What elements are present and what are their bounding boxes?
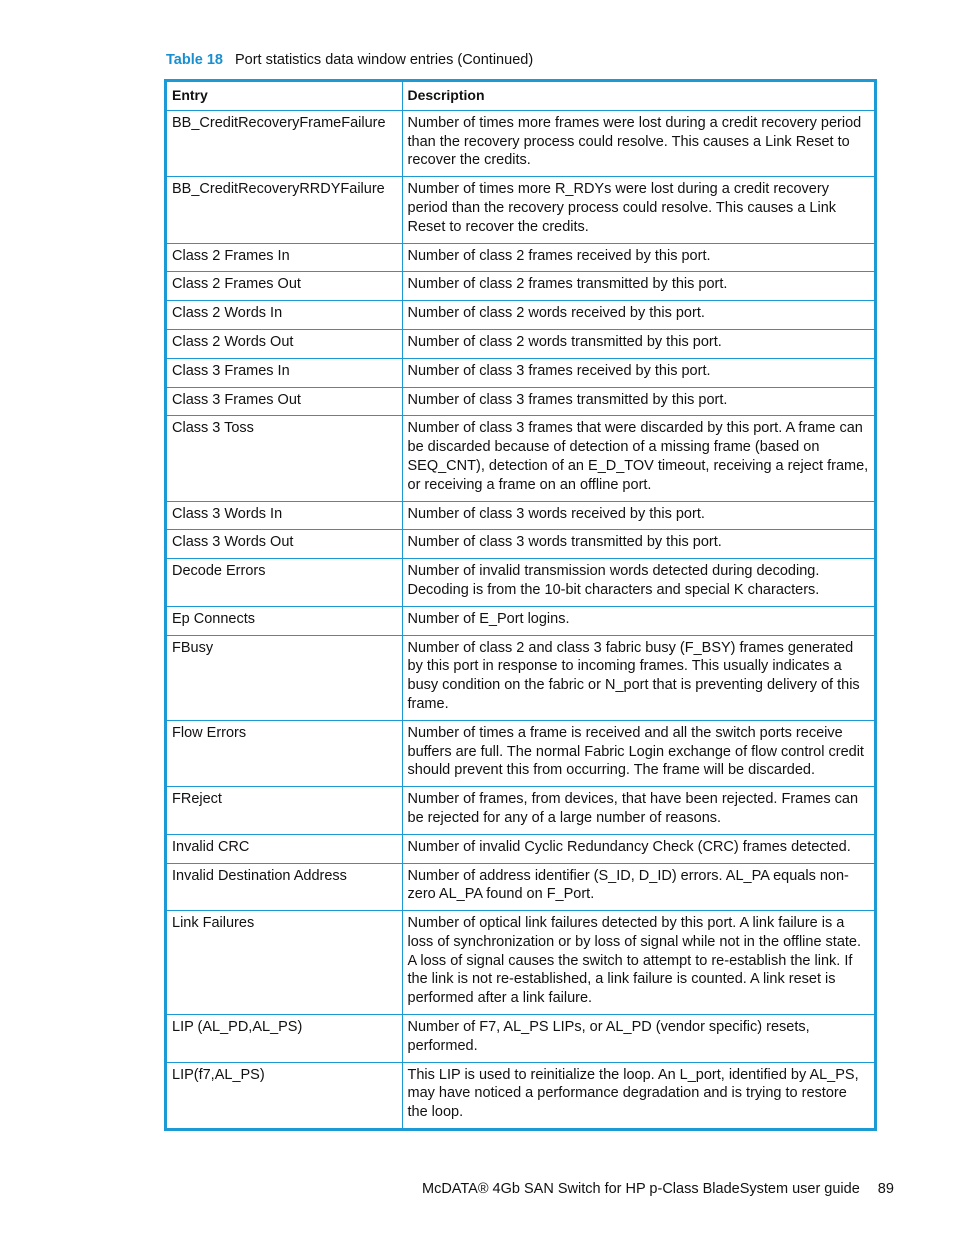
table-number: Table 18: [166, 52, 223, 68]
description-cell: Number of class 2 words received by this port.: [402, 301, 874, 330]
table-row: [167, 834, 874, 863]
description-cell: Number of class 3 frames that were discarded by this port. A frame can be discarded because of detection of a missing frame (based on SEQ_CNT), detection of an E_D_TOV timeout, receiving a reject frame, or receiving a frame on an offline port.: [402, 416, 874, 501]
entry-cell: Class 2 Frames In: [167, 243, 402, 272]
description-cell: Number of invalid Cyclic Redundancy Check (CRC) frames detected.: [402, 834, 874, 863]
entry-cell: Class 3 Toss: [167, 416, 402, 501]
description-cell: This LIP is used to reinitialize the loop. An L_port, identified by AL_PS, may have noticed a performance degradation and is trying to restore the loop.: [402, 1062, 874, 1128]
port-statistics-table: [164, 79, 877, 1131]
table-row: [167, 243, 874, 272]
description-cell: Number of class 2 frames received by this port.: [402, 243, 874, 272]
entry-cell: Invalid Destination Address: [167, 863, 402, 911]
description-cell: Number of class 3 frames received by this port.: [402, 358, 874, 387]
entry-cell: LIP (AL_PD,AL_PS): [167, 1015, 402, 1063]
table-title: Port statistics data window entries (Continued): [234, 52, 534, 68]
entry-cell: BB_CreditRecoveryFrameFailure: [167, 110, 402, 176]
description-cell: Number of F7, AL_PS LIPs, or AL_PD (vendor specific) resets, performed.: [402, 1015, 874, 1063]
description-cell: Number of address identifier (S_ID, D_ID) errors. AL_PA equals non-zero AL_PA found on F_Port.: [402, 863, 874, 911]
table-caption: [166, 51, 533, 69]
entry-cell: Class 2 Words In: [167, 301, 402, 330]
entry-cell: Class 2 Frames Out: [167, 272, 402, 301]
table-row: [167, 501, 874, 530]
description-cell: Number of class 2 frames transmitted by this port.: [402, 272, 874, 301]
description-cell: Number of optical link failures detected by this port. A link failure is a loss of synchronization or by loss of signal while not in the offline state. A loss of signal causes the switch to attempt to re-establish the link. If the link is not re-established, a link failure is counted. A link reset is performed after a link failure.: [402, 911, 874, 1015]
table-row: [167, 606, 874, 635]
description-cell: Number of class 3 words received by this port.: [402, 501, 874, 530]
table-row: [167, 110, 874, 176]
table-row: [167, 301, 874, 330]
entry-cell: Class 3 Frames In: [167, 358, 402, 387]
description-cell: Number of times more R_RDYs were lost during a credit recovery period than the recovery process could resolve. This causes a Link Reset to recover the credits.: [402, 177, 874, 243]
table-row: [167, 720, 874, 786]
table-row: [167, 530, 874, 559]
entry-cell: Decode Errors: [167, 559, 402, 607]
entry-cell: Class 3 Words In: [167, 501, 402, 530]
table-row: [167, 1062, 874, 1128]
entry-cell: Class 3 Words Out: [167, 530, 402, 559]
page-number: 89: [877, 1181, 894, 1197]
description-cell: Number of invalid transmission words detected during decoding. Decoding is from the 10-bit characters and special K characters.: [402, 559, 874, 607]
page-footer: [422, 1180, 894, 1198]
column-header-description: Description: [402, 82, 874, 110]
footer-title: McDATA® 4Gb SAN Switch for HP p-Class BladeSystem user guide: [422, 1181, 860, 1197]
table-row: [167, 787, 874, 835]
table-row: [167, 911, 874, 1015]
entry-cell: FReject: [167, 787, 402, 835]
table-row: [167, 329, 874, 358]
table-row: [167, 272, 874, 301]
entry-cell: Link Failures: [167, 911, 402, 1015]
table-body: [167, 110, 874, 1128]
table-row: [167, 358, 874, 387]
description-cell: Number of times more frames were lost during a credit recovery period than the recovery process could resolve. This causes a Link Reset to recover the credits.: [402, 110, 874, 176]
description-cell: Number of E_Port logins.: [402, 606, 874, 635]
table-row: [167, 863, 874, 911]
description-cell: Number of class 2 and class 3 fabric busy (F_BSY) frames generated by this port in response to incoming frames. This usually indicates a busy condition on the fabric or N_port that is preventing delivery of this frame.: [402, 635, 874, 720]
description-cell: Number of times a frame is received and all the switch ports receive buffers are full. The normal Fabric Login exchange of flow control credit should prevent this from occurring. The frame will be discarded.: [402, 720, 874, 786]
entry-cell: FBusy: [167, 635, 402, 720]
description-cell: Number of class 2 words transmitted by this port.: [402, 329, 874, 358]
entry-cell: Invalid CRC: [167, 834, 402, 863]
entry-cell: BB_CreditRecoveryRRDYFailure: [167, 177, 402, 243]
table-row: [167, 416, 874, 501]
entry-cell: Class 2 Words Out: [167, 329, 402, 358]
table-row: [167, 559, 874, 607]
description-cell: Number of frames, from devices, that have been rejected. Frames can be rejected for any of a large number of reasons.: [402, 787, 874, 835]
entry-cell: LIP(f7,AL_PS): [167, 1062, 402, 1128]
table-row: [167, 387, 874, 416]
table-header-row: [167, 82, 874, 110]
description-cell: Number of class 3 frames transmitted by this port.: [402, 387, 874, 416]
description-cell: Number of class 3 words transmitted by this port.: [402, 530, 874, 559]
table-row: [167, 177, 874, 243]
table-row: [167, 1015, 874, 1063]
table-row: [167, 635, 874, 720]
entry-cell: Ep Connects: [167, 606, 402, 635]
entry-cell: Class 3 Frames Out: [167, 387, 402, 416]
column-header-entry: Entry: [167, 82, 402, 110]
entry-cell: Flow Errors: [167, 720, 402, 786]
